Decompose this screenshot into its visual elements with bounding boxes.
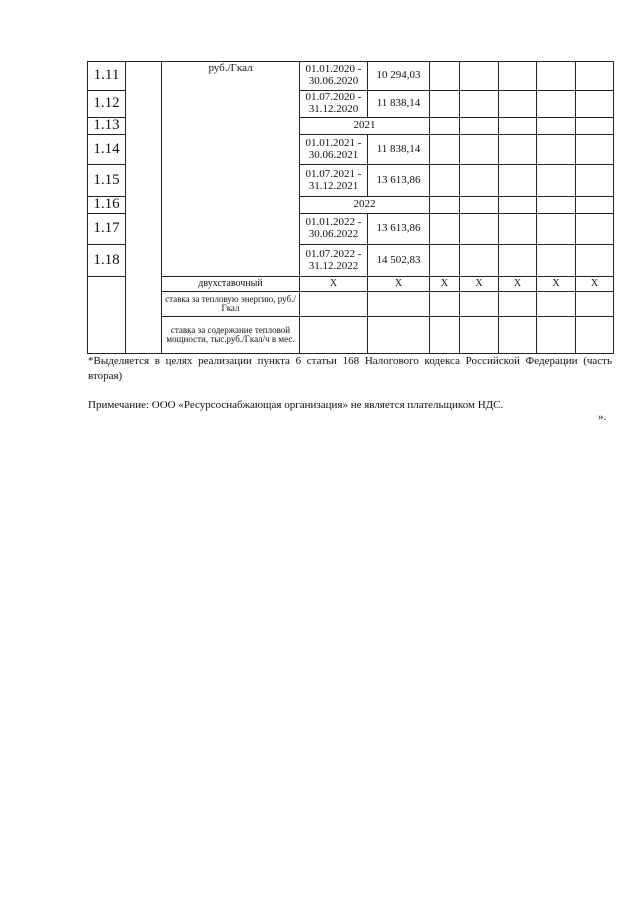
empty-cell <box>460 62 499 91</box>
empty-cell <box>576 62 614 91</box>
x-mark: X <box>300 277 368 292</box>
empty-cell <box>499 91 537 118</box>
empty-cell <box>460 214 499 245</box>
empty-cell <box>537 135 576 165</box>
heat-energy-rate-label: ставка за тепловую энергию, руб./Гкал <box>162 292 300 317</box>
table-row <box>88 292 614 317</box>
x-mark: X <box>460 277 499 292</box>
empty-cell <box>430 135 460 165</box>
empty-cell <box>576 165 614 197</box>
empty-cell <box>460 245 499 277</box>
empty-cell <box>537 292 576 317</box>
empty-cell <box>460 317 499 354</box>
empty-cell <box>537 214 576 245</box>
two-part-label: двухставочный <box>162 277 300 292</box>
empty-merged-cell <box>88 277 126 354</box>
empty-cell <box>430 165 460 197</box>
period-cell: 01.07.2022 - 31.12.2022 <box>300 245 368 277</box>
empty-cell <box>430 197 460 214</box>
empty-cell <box>368 317 430 354</box>
row-number: 1.11 <box>88 62 126 91</box>
empty-cell <box>576 197 614 214</box>
empty-cell <box>537 245 576 277</box>
x-mark: X <box>576 277 614 292</box>
tariff-value: 14 502,83 <box>368 245 430 277</box>
empty-cell <box>368 292 430 317</box>
x-mark: X <box>368 277 430 292</box>
empty-cell <box>537 197 576 214</box>
empty-cell <box>576 292 614 317</box>
empty-cell <box>460 292 499 317</box>
x-mark: X <box>430 277 460 292</box>
row-number: 1.15 <box>88 165 126 197</box>
empty-cell <box>430 62 460 91</box>
table-row <box>88 317 614 354</box>
empty-cell <box>430 91 460 118</box>
tariff-value: 10 294,03 <box>368 62 430 91</box>
empty-cell <box>576 91 614 118</box>
closing-quote: ». <box>598 411 607 423</box>
empty-cell <box>460 91 499 118</box>
empty-cell <box>300 292 368 317</box>
empty-cell <box>499 118 537 135</box>
year-cell: 2021 <box>300 118 430 135</box>
row-number: 1.16 <box>88 197 126 214</box>
year-cell: 2022 <box>300 197 430 214</box>
empty-cell <box>499 245 537 277</box>
tariff-value: 13 613,86 <box>368 165 430 197</box>
empty-cell <box>537 118 576 135</box>
vat-note: Примечание: ООО «Ресурсоснабжающая организация» не является плательщиком НДС. <box>88 399 504 411</box>
empty-cell <box>537 62 576 91</box>
row-number: 1.18 <box>88 245 126 277</box>
period-cell: 01.07.2021 - 31.12.2021 <box>300 165 368 197</box>
empty-cell <box>537 165 576 197</box>
empty-cell <box>537 317 576 354</box>
period-cell: 01.07.2020 - 31.12.2020 <box>300 91 368 118</box>
empty-cell <box>499 197 537 214</box>
empty-cell <box>460 118 499 135</box>
empty-cell <box>499 292 537 317</box>
period-cell: 01.01.2021 - 30.06.2021 <box>300 135 368 165</box>
x-mark: X <box>499 277 537 292</box>
empty-cell <box>460 197 499 214</box>
row-number: 1.17 <box>88 214 126 245</box>
empty-cell <box>499 165 537 197</box>
unit-label: руб./Гкал <box>162 62 300 277</box>
period-cell: 01.01.2020 - 30.06.2020 <box>300 62 368 91</box>
tariff-value: 13 613,86 <box>368 214 430 245</box>
empty-cell <box>430 292 460 317</box>
empty-cell <box>300 317 368 354</box>
empty-cell <box>499 62 537 91</box>
empty-cell <box>576 214 614 245</box>
table-row <box>88 62 614 91</box>
empty-cell <box>430 118 460 135</box>
empty-cell <box>460 165 499 197</box>
empty-cell <box>430 317 460 354</box>
empty-merged-cell <box>126 62 162 354</box>
table-row <box>88 277 614 292</box>
row-number: 1.12 <box>88 91 126 118</box>
empty-cell <box>576 317 614 354</box>
empty-cell <box>499 135 537 165</box>
empty-cell <box>460 135 499 165</box>
empty-cell <box>499 317 537 354</box>
tariff-value: 11 838,14 <box>368 91 430 118</box>
tariff-table <box>87 61 614 354</box>
empty-cell <box>430 245 460 277</box>
tariff-value: 11 838,14 <box>368 135 430 165</box>
capacity-rate-label: ставка за содержание тепловой мощности, тыс.руб./Гкал/ч в мес. <box>162 317 300 354</box>
row-number: 1.13 <box>88 118 126 135</box>
row-number: 1.14 <box>88 135 126 165</box>
footnote: *Выделяется в целях реализации пункта 6 статьи 168 Налогового кодекса Российской Федерации (часть вторая) <box>88 355 612 382</box>
empty-cell <box>430 214 460 245</box>
period-cell: 01.01.2022 - 30.06.2022 <box>300 214 368 245</box>
empty-cell <box>576 135 614 165</box>
empty-cell <box>499 214 537 245</box>
empty-cell <box>537 91 576 118</box>
x-mark: X <box>537 277 576 292</box>
empty-cell <box>576 118 614 135</box>
empty-cell <box>576 245 614 277</box>
